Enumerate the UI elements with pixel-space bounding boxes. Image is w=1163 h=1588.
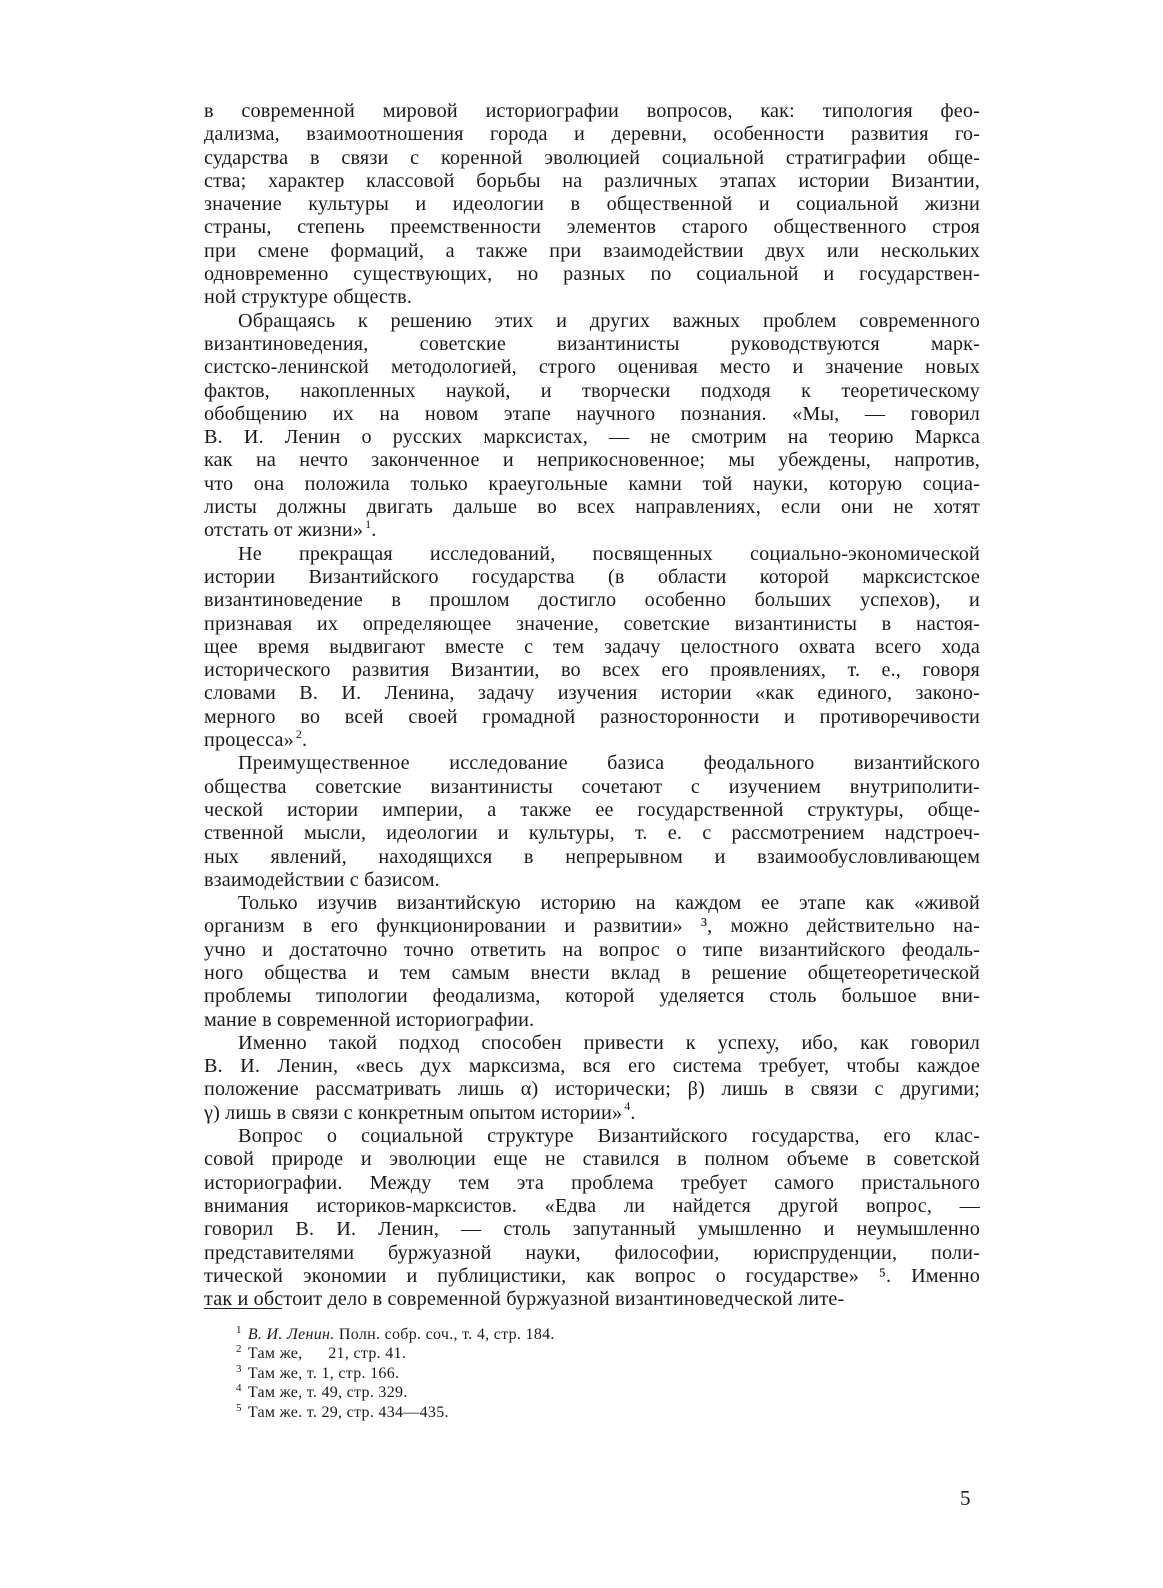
text-line: общества советские византинисты сочетают с изучением внутриполити- bbox=[204, 775, 980, 798]
text-line: историографии. Между тем эта проблема требует самого пристального bbox=[204, 1171, 980, 1194]
text-line: говорил В. И. Ленин, — столь запутанный умышленно и неумышленно bbox=[204, 1218, 980, 1241]
text-line: исторического развития Византии, во всех его проявлениях, т. е., говоря bbox=[204, 659, 980, 682]
text-line: Не прекращая исследований, посвященных социально-экономической bbox=[238, 542, 980, 565]
footnote bbox=[236, 1379, 555, 1402]
text-line: организм в его функционировании и развитии» ³, можно действительно на- bbox=[204, 915, 980, 938]
text-line: ного общества и тем самым внести вклад в решение общетеоретической bbox=[204, 961, 980, 984]
paragraph bbox=[204, 100, 980, 310]
page-number: 5 bbox=[960, 1486, 971, 1510]
paragraph bbox=[204, 892, 980, 1032]
text-line: ной структуре обществ. bbox=[204, 286, 413, 309]
text-line: как на нечто законченное и неприкосновенное; мы убеждены, напротив, bbox=[204, 449, 980, 472]
text-line: признавая их определяющее значение, советские византинисты в настоя- bbox=[204, 612, 980, 635]
text-line: систско-ленинской методологией, строго оценивая место и значение новых bbox=[204, 356, 980, 379]
text-line: что она положила только краеугольные камни той науки, которую социа- bbox=[204, 472, 980, 495]
footnote-text: Полн. собр. соч., т. 4, стр. 184. bbox=[338, 1326, 555, 1344]
text-line: положение рассматривать лишь α) исторически; β) лишь в связи с другими; bbox=[204, 1078, 980, 1101]
text-line: ческой истории империи, а также ее государственной структуры, обще- bbox=[204, 798, 980, 821]
text-line: Именно такой подход способен привести к успеху, ибо, как говорил bbox=[238, 1031, 980, 1054]
text-line: представителями буржуазной науки, философии, юриспруденции, поли- bbox=[204, 1241, 980, 1264]
text-line: ства; характер классовой борьбы на различных этапах истории Византии, bbox=[204, 169, 980, 192]
footnotes bbox=[236, 1321, 555, 1421]
text-line: внимания историков-марксистов. «Едва ли найдется другой вопрос, — bbox=[204, 1194, 980, 1217]
text-line: отстать от жизни» $^1$. bbox=[204, 516, 377, 542]
paragraph bbox=[204, 752, 980, 892]
text-line: словами В. И. Ленина, задачу изучения истории «как единого, законо- bbox=[204, 682, 980, 705]
paragraph bbox=[204, 543, 980, 753]
footnote-number: 3 bbox=[236, 1362, 242, 1375]
footnote-number: 2 bbox=[236, 1343, 242, 1356]
text-line: Вопрос о социальной структуре Византийского государства, его клас- bbox=[238, 1125, 980, 1148]
text-line: так и обстоит дело в современной буржуазной византиноведческой лите- bbox=[204, 1288, 845, 1311]
main-text bbox=[204, 100, 980, 1311]
text-line: дализма, взаимоотношения города и деревни, особенности развития го- bbox=[204, 123, 980, 146]
footnote-text: Там же. т. 29, стр. 434—435. bbox=[247, 1403, 449, 1421]
text-line: одновременно существующих, но разных по социальной и государствен- bbox=[204, 263, 980, 286]
footnote-number: 4 bbox=[236, 1382, 242, 1395]
text-line: учно и достаточно точно ответить на вопрос о типе византийского феодаль- bbox=[204, 938, 980, 961]
text-line: Только изучив византийскую историю на каждом ее этапе как «живой bbox=[238, 892, 980, 915]
text-line: ственной мысли, идеологии и культуры, т. е. с рассмотрением надстроеч- bbox=[204, 822, 980, 845]
paragraph bbox=[204, 1125, 980, 1311]
text-line: ных явлений, находящихся в непрерывном и взаимообусловливающем bbox=[204, 845, 980, 868]
text-line: Преимущественное исследование базиса феодального византийского bbox=[238, 752, 980, 775]
text-line: Обращаясь к решению этих и других важных проблем современного bbox=[238, 309, 980, 332]
text-line: тической экономии и публицистики, как вопрос о государстве» ⁵. Именно bbox=[204, 1264, 980, 1287]
footnote-ref[interactable]: 1 bbox=[365, 516, 372, 531]
footnote-number: 1 bbox=[236, 1324, 242, 1336]
text-line: мание в современной историографии. bbox=[204, 1008, 535, 1031]
text-line: щее время выдвигают вместе с тем задачу целостного охвата всего хода bbox=[204, 635, 980, 658]
footnote-text: Там же, т. 1, стр. 166. bbox=[247, 1364, 400, 1382]
text-line: процесса» $^2$. bbox=[204, 726, 308, 752]
footnote bbox=[236, 1399, 555, 1421]
footnote-number: 5 bbox=[236, 1401, 242, 1414]
text-line: проблемы типологии феодализма, которой уделяется столь большое вни- bbox=[204, 985, 980, 1008]
text-line: византиноведения, советские византинисты руководствуются марк- bbox=[204, 332, 980, 355]
text-line: взаимодействии с базисом. bbox=[204, 868, 440, 891]
text-line: при смене формаций, а также при взаимодействии двух или нескольких bbox=[204, 239, 980, 262]
footnote-text: Там же, 21, стр. 41. bbox=[247, 1345, 407, 1363]
footnote bbox=[236, 1340, 555, 1363]
text-line: византиноведение в прошлом достигло особенно больших успехов), и bbox=[204, 589, 980, 612]
text-line: истории Византийского государства (в области которой марксистское bbox=[204, 565, 980, 588]
text-line: листы должны двигать дальше во всех направлениях, если они не хотят bbox=[204, 496, 980, 519]
text-line: мерного во всей своей громадной разносторонности и противоречивости bbox=[204, 705, 980, 728]
text-line: В. И. Ленин, «весь дух марксизма, вся его система требует, чтобы каждое bbox=[204, 1055, 980, 1078]
text-line: совой природе и эволюции еще не ставился в полном объеме в советской bbox=[204, 1148, 980, 1171]
text-line: значение культуры и идеологии в общественной и социальной жизни bbox=[204, 193, 980, 216]
text-line: обобщению их на новом этапе научного познания. «Мы, — говорил bbox=[204, 402, 980, 425]
text-line: страны, степень преемственности элементов старого общественного строя bbox=[204, 216, 980, 239]
footnote-ref[interactable]: 2 bbox=[295, 726, 302, 741]
paragraph bbox=[204, 1032, 980, 1125]
footnote-text: Там же, т. 49, стр. 329. bbox=[247, 1384, 408, 1402]
footnote-author: В. И. Ленин. bbox=[247, 1326, 335, 1344]
text-line: γ) лишь в связи с конкретным опытом истории» $^4$. bbox=[204, 1099, 636, 1124]
footnote-ref[interactable]: 4 bbox=[624, 1099, 631, 1114]
text-line: фактов, накопленных наукой, и творчески подходя к теоретическому bbox=[204, 379, 980, 402]
text-line: сударства в связи с коренной эволюцией социальной стратиграфии обще- bbox=[204, 146, 980, 169]
footnote-separator bbox=[204, 1308, 282, 1309]
footnote bbox=[236, 1360, 555, 1382]
text-line: В. И. Ленин о русских марксистах, — не смотрим на теорию Маркса bbox=[204, 426, 980, 449]
footnote bbox=[236, 1321, 555, 1344]
paragraph bbox=[204, 310, 980, 543]
text-line: в современной мировой историографии вопросов, как: типология фео- bbox=[204, 100, 980, 122]
